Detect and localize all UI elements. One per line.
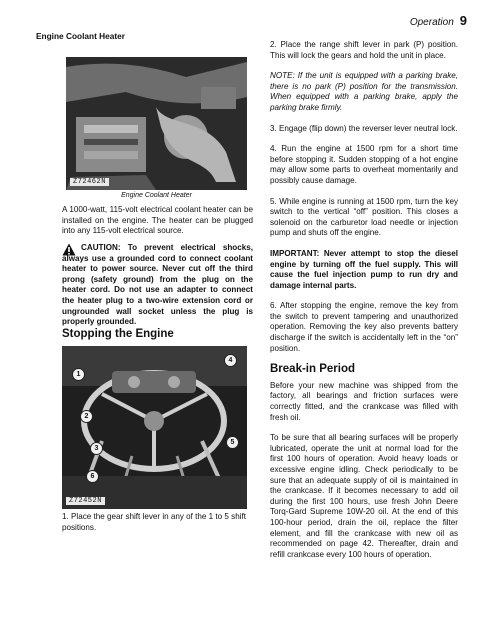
stop-step-2: 2. Place the range shift lever in park (P) position. This will lock the gears and hold the unit in place. <box>270 40 458 60</box>
caution-text: CAUTION: To prevent electrical shocks, always use a grounded cord to connect coolant heater to power source. Never cut off the third prong (safety ground) from the plug on the heater cord. Do not use an adapter to connect the heater plug to a two-wire extension cord or ungrounded wall socket unless the plug is properly grounded. <box>62 243 253 327</box>
coolant-heater-photo <box>66 57 247 190</box>
callout-4: 4 <box>224 354 237 367</box>
callout-5: 5 <box>226 436 239 449</box>
stopping-engine-heading: Stopping the Engine <box>62 328 174 340</box>
coolant-heater-heading: Engine Coolant Heater <box>36 31 125 41</box>
break-in-heading: Break-in Period <box>270 363 355 376</box>
section-title: Operation <box>409 17 454 28</box>
photo-code: Z72452N <box>66 497 105 505</box>
callout-1: 1 <box>72 368 85 381</box>
callout-6: 6 <box>86 470 99 483</box>
right-column <box>270 40 458 570</box>
tractor-controls-illustration <box>62 346 247 509</box>
stop-step-6: 6. After stopping the engine, remove the key from the switch to prevent tampering and unauthorized operation. Removing the key also prevents battery discharge if the switch is accidentally left in the “on” position. <box>270 301 458 353</box>
parking-brake-note: NOTE: If the unit is equipped with a parking brake, there is no park (P) position for the transmission. When equipped with a parking brake, apply the parking brake firmly. <box>270 71 458 112</box>
callout-3: 3 <box>90 442 103 455</box>
callout-2: 2 <box>80 410 93 423</box>
page-header <box>410 13 467 28</box>
coolant-heater-caption: Engine Coolant Heater <box>121 192 192 199</box>
stop-step-1: 1. Place the gear shift lever in any of the 1 to 5 shift positions. <box>62 512 247 532</box>
stop-step-5: 5. While engine is running at 1500 rpm, turn the key switch to the vertical “off” position. This closes a solenoid on the carburetor load needle or injection pump and shuts off the engine. <box>270 196 458 238</box>
coolant-heater-illustration <box>66 57 247 190</box>
break-in-paragraph-1: Before your new machine was shipped from the factory, all bearings and friction surfaces were correctly fitted, and the crankcase was filled with fresh oil. <box>270 380 458 422</box>
stop-step-4: 4. Run the engine at 1500 rpm for a short time before stopping it. Sudden stopping of a hot engine may allow some parts to overheat momentarily and possibly cause damage. <box>270 144 458 185</box>
stop-step-3: 3. Engage (flip down) the reverser lever neutral lock. <box>270 123 458 133</box>
stopping-engine-photo <box>62 346 247 509</box>
photo-code: Z72462N <box>70 178 109 186</box>
page-number: 9 <box>459 13 467 28</box>
important-note: IMPORTANT: Never attempt to stop the diesel engine by turning off the fuel supply. This will cause the fuel injection pump to run dry and damage internal parts. <box>270 248 458 290</box>
break-in-paragraph-2: To be sure that all bearing surfaces will be properly lubricated, operate the unit at normal load for the first 100 hours of operation. Avoid heavy loads or excessive engine idling. Check periodically to be sure that an adequate supply of oil is maintained in the crankcase. If it becomes necessary to add oil during the first 100 hours, use fresh John Deere Torq-Gard Supreme 10W-20 oil. At the end of this 100-hour period, drain the oil, replace the filter element, and fill the crankcase with new oil as recommended on page 42. Thereafter, drain and refill crankcase every 100 hours of operation. <box>270 433 458 559</box>
coolant-heater-text: A 1000-watt, 115-volt electrical coolant heater can be installed on the engine. The heater can be plugged into any 115-volt electrical source. <box>62 205 253 236</box>
